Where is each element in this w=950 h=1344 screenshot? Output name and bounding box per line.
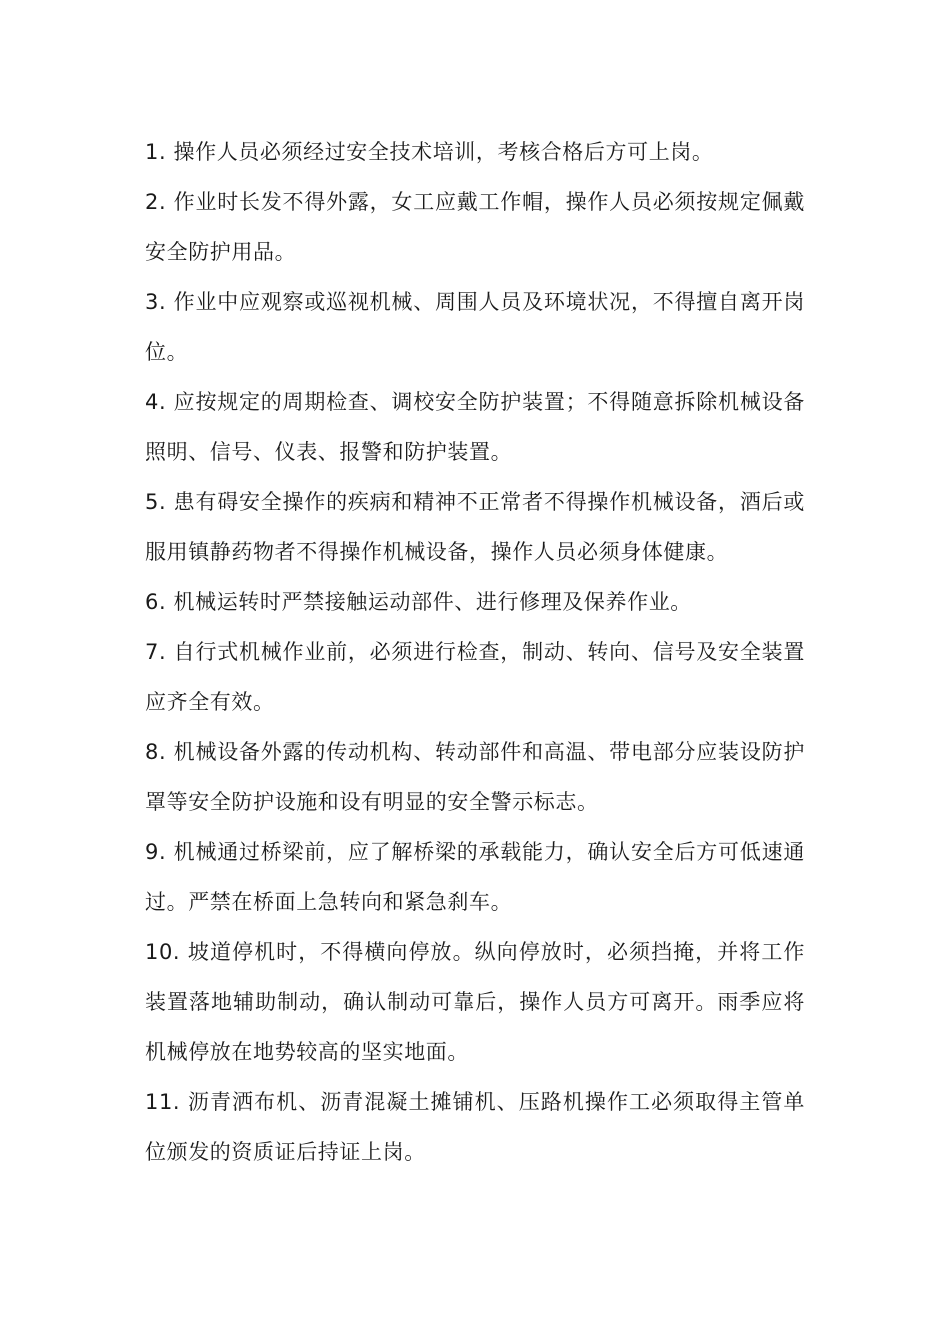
list-item-4: 4. 应按规定的周期检查、调校安全防护装置；不得随意拆除机械设备照明、信号、仪表、报警和防护装置。: [145, 390, 805, 464]
list-item-1: 1. 操作人员必须经过安全技术培训，考核合格后方可上岗。: [145, 140, 714, 164]
list-item-7: 7. 自行式机械作业前，必须进行检查，制动、转向、信号及安全装置应齐全有效。: [145, 640, 805, 714]
list-item-10: 10. 坡道停机时，不得横向停放。纵向停放时，必须挡掩，并将工作装置落地辅助制动，确认制动可靠后，操作人员方可离开。雨季应将机械停放在地势较高的坚实地面。: [145, 940, 805, 1064]
list-item-2: 2. 作业时长发不得外露，女工应戴工作帽，操作人员必须按规定佩戴安全防护用品。: [145, 190, 805, 264]
list-item-11: 11. 沥青洒布机、沥青混凝土摊铺机、压路机操作工必须取得主管单位颁发的资质证后持证上岗。: [145, 1090, 805, 1164]
list-item-8: 8. 机械设备外露的传动机构、转动部件和高温、带电部分应装设防护罩等安全防护设施和设有明显的安全警示标志。: [145, 740, 805, 814]
list-item-3: 3. 作业中应观察或巡视机械、周围人员及环境状况，不得擅自离开岗位。: [145, 290, 805, 364]
document-body: [145, 127, 805, 1177]
list-item-5: 5. 患有碍安全操作的疾病和精神不正常者不得操作机械设备，酒后或服用镇静药物者不得操作机械设备，操作人员必须身体健康。: [145, 490, 805, 564]
list-item-9: 9. 机械通过桥梁前，应了解桥梁的承载能力，确认安全后方可低速通过。严禁在桥面上急转向和紧急刹车。: [145, 840, 805, 914]
list-item-6: 6. 机械运转时严禁接触运动部件、进行修理及保养作业。: [145, 590, 692, 614]
